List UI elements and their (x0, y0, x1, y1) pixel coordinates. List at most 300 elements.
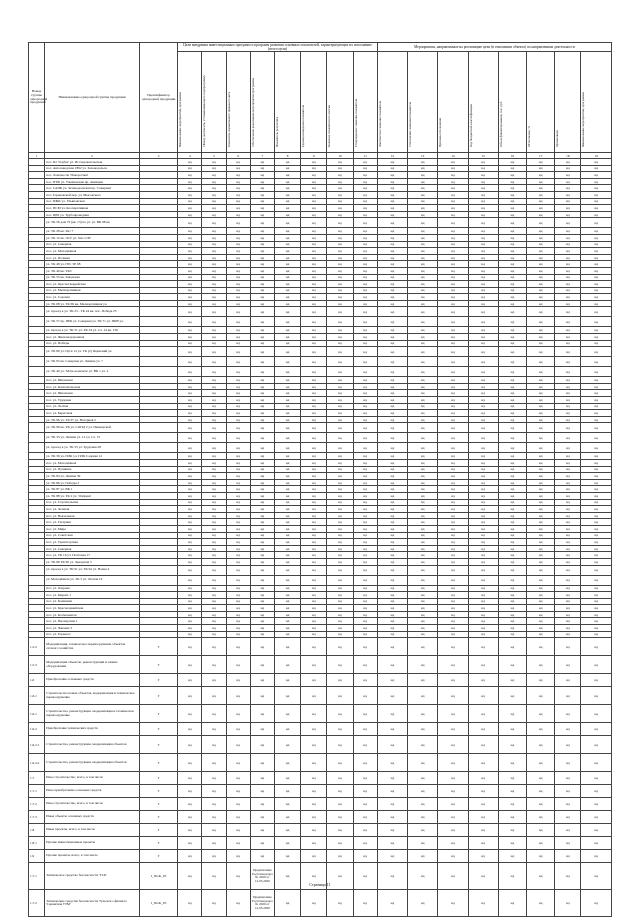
nd-cell: нд (202, 687, 226, 705)
nd-cell: нд (202, 525, 226, 532)
nd-cell: нд (438, 357, 468, 367)
section-row (29, 705, 612, 723)
section-unit: Г (139, 824, 177, 837)
nd-cell: нд (327, 327, 353, 334)
nd-cell: нд (301, 307, 327, 317)
nd-cell: нд (178, 674, 202, 687)
row-ident (139, 377, 177, 384)
row-name: ул. ТК 36 ул. ПЛК ул. ПЛК Садовая 12 (45, 453, 140, 460)
nd-cell: нд (527, 347, 555, 357)
nd-cell: нд (468, 605, 498, 612)
nd-cell: нд (408, 798, 438, 811)
nd-cell: нд (274, 165, 300, 172)
row-code (29, 558, 45, 565)
nd-cell: нд (527, 416, 555, 423)
nd-cell: нд (202, 499, 226, 506)
row-name: пос. ул. Полевая (45, 254, 140, 261)
nd-cell: нд (327, 638, 353, 656)
nd-cell: нд (202, 198, 226, 205)
nd-cell: нд (226, 294, 250, 301)
nd-cell: нд (250, 397, 274, 404)
table-row (29, 545, 612, 552)
nd-cell: нд (438, 736, 468, 754)
nd-cell: нд (408, 592, 438, 599)
nd-cell: нд (498, 340, 526, 347)
nd-cell: нд (498, 172, 526, 179)
nd-cell: нд (555, 736, 581, 754)
table-row (29, 473, 612, 480)
nd-cell: нд (353, 165, 377, 172)
nd-cell: нд (408, 638, 438, 656)
nd-cell: нд (468, 638, 498, 656)
nd-cell: нд (202, 492, 226, 499)
nd-cell: нд (226, 592, 250, 599)
nd-cell: нд (226, 492, 250, 499)
row-code (29, 592, 45, 599)
nd-cell: нд (438, 254, 468, 261)
nd-cell: нд (353, 281, 377, 288)
nd-cell: нд (226, 347, 250, 357)
nd-cell: нд (353, 687, 377, 705)
nd-cell: нд (498, 307, 526, 317)
row-ident (139, 492, 177, 499)
nd-cell: нд (353, 397, 377, 404)
nd-cell: нд (327, 585, 353, 592)
nd-cell: нд (377, 656, 407, 674)
nd-cell: нд (581, 492, 612, 499)
table-row (29, 631, 612, 638)
nd-cell: нд (377, 618, 407, 625)
nd-cell: нд (353, 539, 377, 546)
nd-cell: нд (274, 287, 300, 294)
nd-cell: нд (301, 287, 327, 294)
nd-cell: нд (250, 443, 274, 453)
nd-cell: нд (498, 552, 526, 559)
nd-cell: нд (468, 433, 498, 443)
row-code (29, 340, 45, 347)
nd-cell: нд (250, 423, 274, 433)
nd-cell: нд (274, 267, 300, 274)
nd-cell: нд (274, 300, 300, 307)
nd-cell: нд (408, 248, 438, 255)
nd-cell: нд (274, 585, 300, 592)
table-row (29, 165, 612, 172)
nd-cell: нд (274, 754, 300, 772)
table-row (29, 525, 612, 532)
nd-cell: нд (527, 890, 555, 917)
table-row (29, 334, 612, 341)
nd-cell: нд (274, 248, 300, 255)
nd-cell: нд (202, 261, 226, 268)
nd-cell: нд (527, 191, 555, 198)
nd-cell: нд (301, 403, 327, 410)
nd-cell: нд (274, 890, 300, 917)
nd-cell: нд (226, 824, 250, 837)
nd-cell: нд (274, 674, 300, 687)
nd-cell: нд (301, 357, 327, 367)
special-row (29, 890, 612, 917)
nd-cell: нд (353, 850, 377, 863)
row-name: ул. ТК 57 пр. ПРК ул. Северная ул. ТК 71 ул. ПКВ ул. (45, 317, 140, 327)
nd-cell: нд (178, 205, 202, 212)
nd-cell: нд (555, 466, 581, 473)
nd-cell: нд (202, 631, 226, 638)
nd-cell: нд (274, 552, 300, 559)
nd-cell: нд (527, 261, 555, 268)
nd-cell: нд (226, 185, 250, 192)
nd-cell: нд (226, 410, 250, 417)
nd-cell: нд (527, 254, 555, 261)
nd-cell: нд (250, 241, 274, 248)
nd-cell: нд (581, 218, 612, 228)
nd-cell: нд (468, 552, 498, 559)
nd-cell: нд (178, 473, 202, 480)
nd-cell: нд (226, 499, 250, 506)
nd-cell: нд (226, 723, 250, 736)
nd-cell: нд (226, 811, 250, 824)
nd-cell: нд (555, 506, 581, 513)
nd-cell: нд (555, 423, 581, 433)
nd-cell: нд (178, 234, 202, 241)
nd-cell: нд (353, 234, 377, 241)
nd-cell: нд (438, 317, 468, 327)
nd-cell: нд (274, 532, 300, 539)
nd-cell: нд (438, 453, 468, 460)
column-label (498, 52, 526, 153)
nd-cell: нд (274, 397, 300, 404)
section-unit: Г (139, 687, 177, 705)
nd-cell: нд (250, 307, 274, 317)
nd-cell: нд (527, 234, 555, 241)
section-row (29, 656, 612, 674)
nd-cell: нд (498, 165, 526, 172)
nd-cell: нд (274, 705, 300, 723)
row-name: пос. ул. Транспортная (45, 539, 140, 546)
nd-cell: нд (581, 552, 612, 559)
nd-cell: нд (226, 357, 250, 367)
row-ident (139, 625, 177, 632)
nd-cell: нд (555, 165, 581, 172)
nd-cell: нд (581, 705, 612, 723)
nd-cell: нд (498, 410, 526, 417)
nd-cell: нд (250, 473, 274, 480)
nd-cell: нд (555, 340, 581, 347)
nd-cell: нд (301, 890, 327, 917)
nd-cell: нд (581, 605, 612, 612)
nd-cell: нд (408, 281, 438, 288)
nd-cell: нд (555, 785, 581, 798)
column-number: 15 (468, 153, 498, 159)
nd-cell: нд (202, 403, 226, 410)
nd-cell: нд (353, 460, 377, 467)
nd-cell: нд (468, 453, 498, 460)
nd-cell: нд (468, 211, 498, 218)
row-code (29, 254, 45, 261)
nd-cell: нд (178, 492, 202, 499)
nd-cell: нд (581, 281, 612, 288)
nd-cell: нд (408, 705, 438, 723)
nd-cell: нд (202, 512, 226, 519)
nd-cell: нд (250, 837, 274, 850)
nd-cell: нд (327, 499, 353, 506)
nd-cell: нд (377, 772, 407, 785)
nd-cell: нд (250, 466, 274, 473)
nd-cell: нд (498, 705, 526, 723)
nd-cell: нд (377, 228, 407, 235)
nd-cell: нд (555, 592, 581, 599)
nd-cell: нд (353, 287, 377, 294)
section-code: 1.6.2.1 (29, 736, 45, 754)
nd-cell: нд (581, 357, 612, 367)
row-code (29, 390, 45, 397)
nd-cell: нд (498, 674, 526, 687)
column-label-text: Наименование мероприятия, программы (581, 91, 586, 147)
nd-cell: нд (301, 811, 327, 824)
nd-cell: нд (327, 453, 353, 460)
nd-cell: нд (327, 785, 353, 798)
nd-cell: нд (468, 506, 498, 513)
nd-cell: нд (274, 172, 300, 179)
row-ident (139, 545, 177, 552)
nd-cell: нд (555, 172, 581, 179)
nd-cell: нд (327, 705, 353, 723)
nd-cell: нд (438, 403, 468, 410)
nd-cell: нд (555, 850, 581, 863)
nd-cell: нд (250, 205, 274, 212)
nd-cell: нд (202, 545, 226, 552)
nd-cell: нд (178, 433, 202, 443)
nd-cell: нд (250, 287, 274, 294)
nd-cell: нд (327, 460, 353, 467)
nd-cell: нд (468, 486, 498, 493)
table-row (29, 552, 612, 559)
nd-cell: нд (438, 294, 468, 301)
nd-cell: нд (226, 165, 250, 172)
nd-cell: нд (408, 274, 438, 281)
nd-cell: нд (226, 558, 250, 565)
nd-cell: нд (555, 347, 581, 357)
nd-cell: нд (226, 638, 250, 656)
nd-cell: нд (250, 433, 274, 443)
table-row (29, 178, 612, 185)
nd-cell: нд (438, 565, 468, 575)
nd-cell: нд (353, 499, 377, 506)
table-row (29, 575, 612, 585)
nd-cell: нд (468, 254, 498, 261)
nd-cell: нд (377, 198, 407, 205)
nd-cell: нд (408, 545, 438, 552)
section-row (29, 772, 612, 785)
nd-cell: нд (555, 890, 581, 917)
row-code (29, 443, 45, 453)
nd-cell: нд (377, 347, 407, 357)
section-row (29, 674, 612, 687)
row-code (29, 410, 45, 417)
investment-table (28, 42, 612, 917)
row-ident (139, 165, 177, 172)
nd-cell: нд (353, 618, 377, 625)
table-row (29, 433, 612, 443)
nd-cell: нд (468, 185, 498, 192)
nd-cell: нд (527, 248, 555, 255)
nd-cell: нд (301, 327, 327, 334)
nd-cell: нд (250, 638, 274, 656)
nd-cell: нд (581, 178, 612, 185)
nd-cell: нд (226, 525, 250, 532)
nd-cell: нд (202, 307, 226, 317)
nd-cell: нд (301, 390, 327, 397)
row-ident (139, 340, 177, 347)
nd-cell: нд (581, 479, 612, 486)
row-name: пос. ЦРЛ ул. Трубопроводная (45, 211, 140, 218)
nd-cell: нд (178, 850, 202, 863)
nd-cell: нд (353, 357, 377, 367)
row-name: пос. ПТФ ул. Ульяновская пр. Авиации (45, 178, 140, 185)
nd-cell: нд (202, 185, 226, 192)
nd-cell: нд (327, 479, 353, 486)
nd-cell: нд (301, 178, 327, 185)
nd-cell: нд (408, 367, 438, 377)
nd-cell: нд (408, 811, 438, 824)
nd-cell: нд (353, 466, 377, 473)
nd-cell: нд (438, 159, 468, 166)
nd-cell: нд (202, 656, 226, 674)
nd-cell: нд (527, 205, 555, 212)
nd-cell: нд (353, 211, 377, 218)
nd-cell: нд (202, 486, 226, 493)
nd-cell: нд (527, 267, 555, 274)
nd-cell: нд (408, 539, 438, 546)
nd-cell: нд (498, 837, 526, 850)
nd-cell: нд (274, 466, 300, 473)
row-ident (139, 267, 177, 274)
nd-cell: нд (226, 565, 250, 575)
nd-cell: нд (555, 605, 581, 612)
nd-cell: нд (353, 433, 377, 443)
nd-cell: нд (581, 772, 612, 785)
nd-cell: нд (555, 234, 581, 241)
nd-cell: нд (274, 377, 300, 384)
nd-cell: нд (353, 545, 377, 552)
nd-cell: нд (408, 736, 438, 754)
nd-cell: нд (468, 837, 498, 850)
nd-cell: нд (377, 327, 407, 334)
nd-cell: нд (438, 525, 468, 532)
nd-cell: нд (498, 274, 526, 281)
nd-cell: нд (250, 575, 274, 585)
row-name: ул. ТК 68 ул. ТК 69 кв. Мелиоративная ул. (45, 300, 140, 307)
row-name: пос. ул. Мира (45, 525, 140, 532)
row-ident (139, 390, 177, 397)
nd-cell: нд (377, 674, 407, 687)
section-name: Иные проекты, всего, в том числе (45, 824, 140, 837)
nd-cell: нд (377, 785, 407, 798)
nd-cell: нд (274, 811, 300, 824)
nd-cell: нд (327, 397, 353, 404)
nd-cell: нд (301, 598, 327, 605)
nd-cell: нд (250, 585, 274, 592)
nd-cell: нд (408, 618, 438, 625)
nd-cell: нд (581, 625, 612, 632)
nd-cell: нд (581, 687, 612, 705)
nd-cell: нд (498, 403, 526, 410)
column-label-text: Показатель результата (274, 116, 279, 147)
row-name: пос. ул. Космонавтов (45, 611, 140, 618)
column-label (301, 52, 327, 153)
row-code (29, 625, 45, 632)
nd-cell: нд (498, 185, 526, 192)
nd-cell: нд (377, 367, 407, 377)
nd-cell: нд (581, 191, 612, 198)
nd-cell: нд (377, 248, 407, 255)
nd-cell: нд (202, 433, 226, 443)
table-row (29, 281, 612, 288)
nd-cell: нд (178, 512, 202, 519)
row-ident (139, 261, 177, 268)
nd-cell: нд (202, 598, 226, 605)
nd-cell: нд (353, 798, 377, 811)
nd-cell: нд (498, 772, 526, 785)
table-row (29, 397, 612, 404)
table-row (29, 274, 612, 281)
nd-cell: нд (438, 287, 468, 294)
nd-cell: нд (377, 453, 407, 460)
row-ident (139, 347, 177, 357)
nd-cell: нд (581, 824, 612, 837)
nd-cell: нд (377, 294, 407, 301)
nd-cell: нд (498, 532, 526, 539)
nd-cell: нд (202, 539, 226, 546)
nd-cell: нд (301, 512, 327, 519)
nd-cell: нд (226, 575, 250, 585)
nd-cell: нд (327, 340, 353, 347)
row-name: ул. проезд к ул. ТК 31 ул. ТК 34 ул. Сл. 14 кв. 156 (45, 327, 140, 334)
nd-cell: нд (581, 638, 612, 656)
column-label (353, 52, 377, 153)
nd-cell: нд (202, 340, 226, 347)
table-row (29, 307, 612, 317)
nd-cell: нд (498, 453, 526, 460)
nd-cell: нд (498, 159, 526, 166)
nd-cell: нд (438, 274, 468, 281)
nd-cell: нд (178, 267, 202, 274)
nd-cell: нд (408, 674, 438, 687)
nd-cell: нд (178, 798, 202, 811)
nd-cell: нд (178, 625, 202, 632)
nd-cell: нд (581, 165, 612, 172)
nd-cell: нд (408, 512, 438, 519)
nd-cell: нд (353, 479, 377, 486)
nd-cell: нд (408, 611, 438, 618)
row-ident (139, 631, 177, 638)
nd-cell: нд (438, 532, 468, 539)
nd-cell: нд (178, 443, 202, 453)
row-name: пос. Ломоносов 'Поворотная' (45, 172, 140, 179)
nd-cell: нд (555, 248, 581, 255)
row-ident (139, 403, 177, 410)
nd-cell: нд (468, 890, 498, 917)
nd-cell: нд (408, 234, 438, 241)
nd-cell: нд (408, 241, 438, 248)
nd-cell: нд (226, 674, 250, 687)
nd-cell: нд (274, 473, 300, 480)
nd-cell: нд (327, 656, 353, 674)
table-row (29, 327, 612, 334)
nd-cell: нд (408, 178, 438, 185)
nd-cell: нд (250, 254, 274, 261)
row-code (29, 611, 45, 618)
nd-cell: нд (327, 159, 353, 166)
